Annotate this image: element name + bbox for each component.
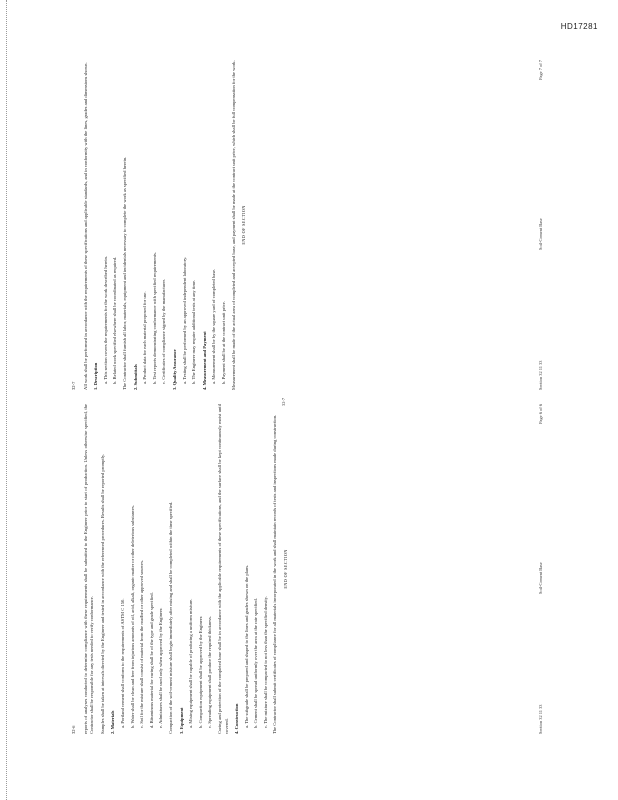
footer-title: Soil-Cement Base — [538, 562, 544, 594]
list-item: b. Cement shall be spread uniformly over the area at the rate specified. — [253, 598, 259, 728]
rotated-spread — [71, 62, 551, 742]
list-item: b. Related work specified elsewhere shall be coordinated as required. — [112, 256, 118, 384]
end-of-section-mark: END OF SECTION — [241, 205, 247, 245]
list-item: a. Product data for each material proposed for use. — [142, 291, 148, 384]
paragraph: Measurement shall be made of the actual area of completed and accepted base, and payment shall be made at the contract unit price, which shall be full compensation for the work. — [230, 60, 236, 390]
paragraph: The Contractor shall submit certificates of compliance for all materials incorporated in the work and shall maintain records of tests and inspections made during construction. — [272, 414, 278, 734]
list-item: b. Water shall be clean and free from injurious amounts of oil, acid, alkali, organic matter or other deleterious substances. — [129, 505, 135, 728]
right-page-footer — [538, 60, 545, 390]
list-item: b. Test reports demonstrating conformance with specified requirements. — [151, 252, 157, 384]
list-item: a. The subgrade shall be prepared and shaped to the lines and grades shown on the plans. — [243, 564, 249, 728]
list-item: a. Testing shall be performed by an approved independent laboratory. — [181, 256, 187, 384]
footer-page: Page 7 of 7 — [538, 60, 544, 80]
center-page-mark: 32-7 — [281, 397, 286, 406]
section-title: 4. Construction — [234, 703, 240, 734]
footer-page: Page 6 of 6 — [538, 404, 544, 424]
list-item: c. Certificates of compliance signed by the manufacturer. — [161, 279, 167, 384]
list-item: e. Admixtures shall be used only when approved by the Engineer. — [158, 607, 164, 728]
end-of-section-mark: END OF SECTION — [283, 549, 289, 589]
section-title: 3. Quality Assurance — [171, 349, 177, 390]
paragraph: All work shall be performed in accordance with the requirements of these specifications and applicable standards, and in conformity with the lines, grades and dimensions shown. — [82, 62, 88, 390]
right-page — [71, 60, 551, 390]
scan-edge-divider — [6, 0, 7, 800]
section-title: 3. Equipment — [178, 707, 184, 734]
section-title: 4. Measurement and Payment — [201, 331, 207, 390]
list-item: b. The Engineer may require additional tests at any time. — [191, 279, 197, 384]
list-item: a. Measurement shall be by the square yard of completed base. — [211, 268, 217, 384]
list-item: a. Mixing equipment shall be capable of producing a uniform mixture. — [188, 598, 194, 728]
paragraph: The Contractor shall furnish all labor, materials, equipment and incidentals necessary to complete the work as specified herein. — [121, 156, 127, 390]
list-item: c. Soil for the mixture shall consist of material from the roadbed or other approved sources. — [139, 559, 145, 728]
left-page-number: 32-6 — [71, 725, 76, 734]
section-title: 1. Description — [93, 362, 99, 390]
section-title: 2. Submittals — [132, 364, 138, 390]
list-item: c. The mixture shall be compacted to not less than the specified density. — [262, 596, 268, 728]
footer-title: Soil-Cement Base — [538, 218, 544, 250]
list-item: d. Bituminous material for curing shall be of the type and grade specified. — [148, 592, 154, 728]
paragraph: Compaction of the soil-cement mixture shall begin immediately after mixing and shall be completed within the time specified. — [167, 501, 173, 734]
paragraph: Curing and protection of the completed base shall be in accordance with the applicable requirements of these specifications, and the surface shall be kept continuously moist until covered. — [216, 404, 229, 734]
paragraph: reports of analyses conducted to determine compliance with these requirements shall be submitted to the Engineer prior to start of production. Unless otherwise specified, the Contractor shall be responsible for any tests needed to verify conformance. — [82, 404, 95, 734]
paragraph: Samples shall be taken at intervals directed by the Engineer and tested in accordance with the referenced procedures. Results shall be reported promptly. — [99, 453, 105, 734]
left-page — [71, 404, 551, 734]
section-title: 2. Materials — [110, 710, 116, 734]
list-item: b. Payment shall be at the contract unit price. — [220, 301, 226, 384]
footer-section: Section 32 11 33 — [538, 704, 544, 734]
list-item: c. Spreading equipment shall produce the required thickness. — [207, 616, 213, 728]
document-id: HD17281 — [560, 22, 598, 31]
list-item: a. Portland cement shall conform to the requirements of ASTM C 150. — [119, 598, 125, 728]
right-page-number: 32-7 — [71, 381, 76, 390]
list-item: b. Compaction equipment shall be approved by the Engineer. — [197, 615, 203, 728]
list-item: a. This section covers the requirements for the work described herein. — [102, 256, 108, 384]
footer-section: Section 32 11 33 — [538, 360, 544, 390]
left-page-footer — [538, 404, 545, 734]
